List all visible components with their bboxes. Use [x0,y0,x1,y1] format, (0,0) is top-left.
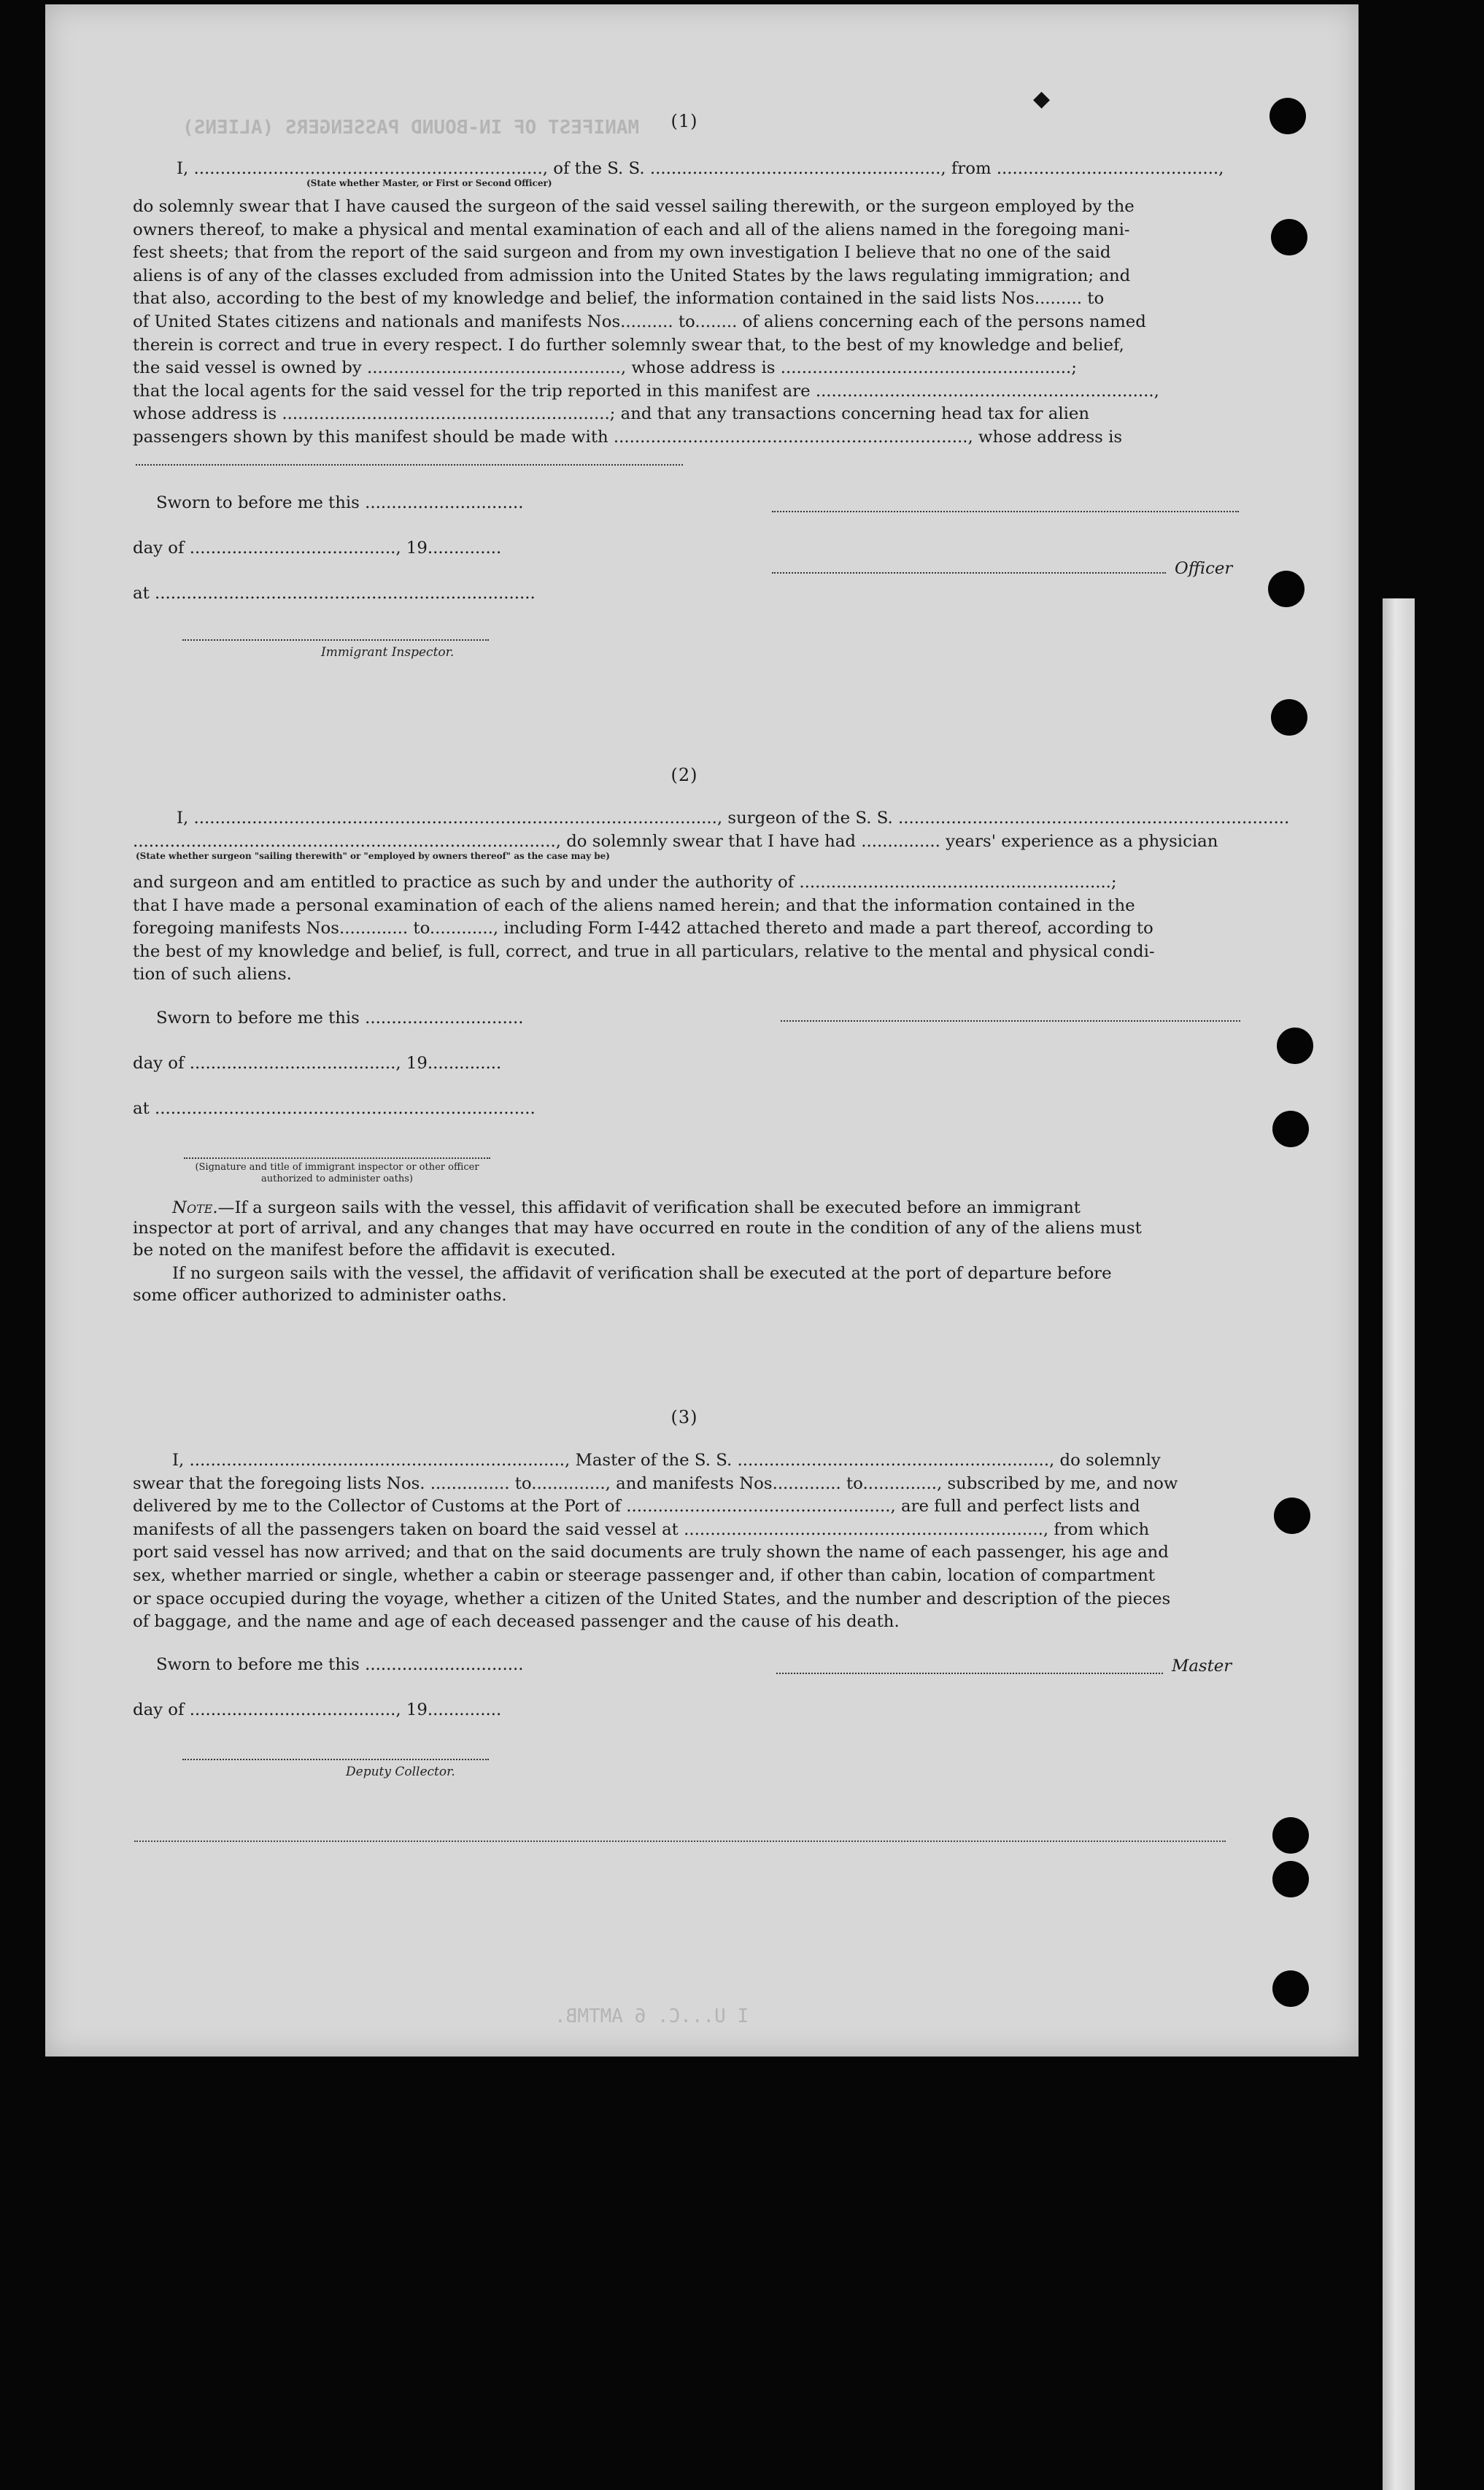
section-3-number: (3) [670,1407,698,1427]
oath-line: the best of my knowledge and belief, is full, correct, and true in all particulars, relative to the mental and physical condi- [133,941,1155,961]
oath-line: do solemnly swear that I have caused the surgeon of the said vessel sailing therewith, or the surgeon employed by the [133,197,1135,216]
note-line: If no surgeon sails with the vessel, the affidavit of verification shall be executed at the port of departure before [172,1264,1112,1283]
section-3-collector-signature-rule [182,1759,489,1760]
section-1-continuation-rule [136,464,683,466]
punch-hole [1268,571,1305,607]
note-line: be noted on the manifest before the affidavit is executed. [133,1241,617,1260]
section-2-number: (2) [670,765,698,785]
section-1-at-line: at ........................................................................ [133,584,536,603]
punch-hole [1272,1111,1309,1147]
section-2-note [172,1197,1242,1219]
section-2-oath-text [133,871,1240,987]
section-3-day-line: day of ......................................., 19.............. [133,1700,502,1719]
oath-line: manifests of all the passengers taken on board the said vessel at ...................................................................., from which [133,1519,1150,1539]
punch-hole [1277,1028,1313,1064]
oath-line: that the local agents for the said vessel for the trip reported in this manifest are ................................................................, [133,381,1159,401]
section-3-collector-caption: Deputy Collector. [346,1765,455,1779]
oath-line: the said vessel is owned by ................................................, whose address is .......................................................; [133,358,1077,378]
oath-line: therein is correct and true in every respect. I do further solemnly swear that, to the best of my knowledge and belief, [133,335,1124,355]
note-label: Note. [172,1198,218,1217]
oath-line: passengers shown by this manifest should be made with ..................................................................., whose address is [133,427,1123,447]
oath-line: whose address is ..............................................................; and that any transactions concerning head tax for alien [133,404,1090,424]
section-3-sworn-line: Sworn to before me this .............................. [156,1655,524,1674]
section-2-at-line: at ........................................................................ [133,1099,536,1118]
section-1-oath-text [133,196,1240,450]
section-2-signature-rule [184,1157,490,1159]
punch-hole [1269,98,1306,134]
note-line: some officer authorized to administer oaths. [133,1286,507,1305]
oath-line: of United States citizens and nationals and manifests Nos.......... to........ of aliens concerning each of the persons named [133,312,1146,331]
section-1-officer-caption: (State whether Master, or First or Second Officer) [306,178,552,188]
punch-hole [1272,1817,1309,1854]
oath-line: tion of such aliens. [133,965,292,984]
paper-strip [1383,598,1415,2490]
section-3-master-signature-rule [776,1673,1163,1674]
oath-line: foregoing manifests Nos............. to............, including Form I-442 attached thereto and made a part thereof, according to [133,919,1153,938]
section-2-surgeon-caption: (State whether surgeon "sailing therewith" or "employed by owners thereof" as the case may be) [136,851,610,861]
section-3-oath-text [133,1449,1240,1634]
oath-line: and surgeon and am entitled to practice as such by and under the authority of ...........................................................; [133,873,1117,892]
section-1-opening-line: I, .................................................................., of the S. S. ......................................................., from .........................................., [177,159,1224,178]
section-2-right-signature-rule [781,1020,1240,1022]
oath-line: that also, according to the best of my knowledge and belief, the information contained in the said lists Nos......... to [133,289,1105,309]
bleed-through-footer: I U...C. 6 AMTMB. [554,2005,749,2027]
oath-line: or space occupied during the voyage, whether a citizen of the United States, and the number and description of the pieces [133,1589,1171,1608]
section-1-sworn-line: Sworn to before me this .............................. [156,493,524,512]
oath-line: I, ......................................................................., Master of the S. S. ..........................................................., do solemnly [172,1451,1161,1470]
section-2-day-line: day of ......................................., 19.............. [133,1054,502,1073]
section-1-officer-label: Officer [1175,559,1233,578]
oath-line: that I have made a personal examination of each of the aliens named herein; and that the information contained in the [133,895,1135,915]
oath-line: fest sheets; that from the report of the said surgeon and from my own investigation I believe that no one of the said [133,243,1111,263]
bleed-through-header: MANIFEST OF IN-BOUND PASSENGERS (ALIENS) [182,117,640,139]
oath-line: sex, whether married or single, whether a cabin or steerage passenger and, if other than cabin, location of compartment [133,1565,1155,1585]
ink-mark: ◆ [1033,86,1051,112]
section-1-officer-signature-rule [772,572,1166,574]
section-1-right-signature-rule [772,511,1239,512]
section-2-sworn-line: Sworn to before me this .............................. [156,1009,524,1028]
oath-line: port said vessel has now arrived; and that on the said documents are truly shown the name of each passenger, his age and [133,1543,1169,1562]
oath-line: of baggage, and the name and age of each deceased passenger and the cause of his death. [133,1612,900,1632]
section-1-inspector-caption: Immigrant Inspector. [321,645,455,660]
punch-hole [1271,219,1307,255]
punch-hole [1274,1498,1310,1534]
section-1-number: (1) [670,111,698,131]
section-2-opening-line: I, ..................................................................................................., surgeon of the S. S. .......................................................................... [177,809,1290,828]
note-line: —If a surgeon sails with the vessel, this affidavit of verification shall be executed before an immigrant [217,1198,1081,1217]
oath-line: delivered by me to the Collector of Customs at the Port of .................................................., are full and perfect lists and [133,1497,1140,1516]
note-line: inspector at port of arrival, and any changes that may have occurred en route in the condition of any of the aliens must [133,1219,1142,1238]
section-1-day-line: day of ......................................., 19.............. [133,539,502,558]
section-3-master-label: Master [1172,1657,1232,1676]
section-1-inspector-signature-rule [182,639,489,641]
oath-line: aliens is of any of the classes excluded from admission into the United States by the laws regulating immigration; and [133,266,1131,285]
oath-line: owners thereof, to make a physical and mental examination of each and all of the aliens named in the foregoing mani- [133,220,1130,239]
footer-rule [134,1840,1226,1842]
section-2-signature-caption: (Signature and title of immigrant inspector or other officer authorized to administer oaths) [195,1162,479,1184]
punch-hole [1271,699,1307,736]
section-2-experience-line: ................................................................................, do solemnly swear that I have had ............... years' experience as a physician [133,832,1218,851]
oath-line: swear that the foregoing lists Nos. ............... to.............., and manifests Nos............. to.............., subscribed by me, and now [133,1473,1178,1493]
punch-hole [1272,1861,1309,1897]
punch-hole [1272,1970,1309,2007]
